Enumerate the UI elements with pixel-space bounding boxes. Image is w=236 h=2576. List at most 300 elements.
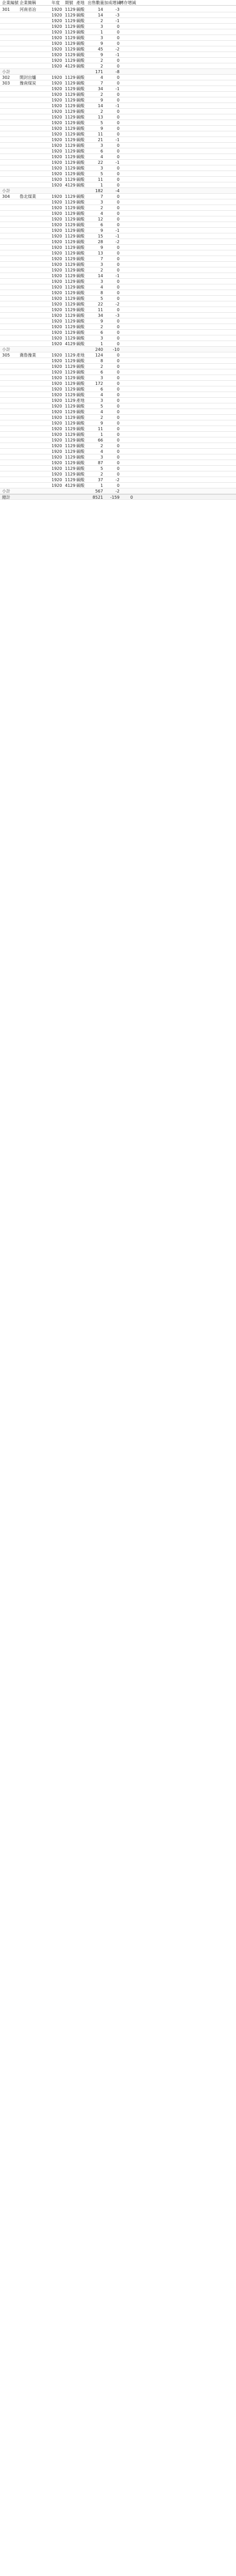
row-var: 0 — [116, 308, 120, 312]
subtotal-row — [0, 347, 236, 352]
row-batch: 1129 — [65, 262, 76, 267]
row-origin: 碳酸 — [76, 393, 85, 397]
row-year: 1920 — [52, 449, 62, 454]
row-batch: 1129 — [65, 296, 76, 301]
row-var: 0 — [116, 449, 120, 454]
table-row — [0, 318, 236, 324]
row-qty: 11 — [97, 427, 103, 431]
row-batch: 1129 — [65, 87, 76, 91]
row-qty: 22 — [97, 302, 103, 307]
row-var: 0 — [116, 393, 120, 397]
row-batch: 1129 — [65, 455, 76, 460]
row-code: 304 — [2, 194, 10, 199]
row-qty: 5 — [100, 172, 103, 176]
row-year: 1920 — [52, 296, 62, 301]
row-batch: 4129 — [65, 64, 76, 69]
row-qty: 4 — [100, 393, 103, 397]
row-batch: 1129 — [65, 234, 76, 239]
table-row — [0, 483, 236, 488]
table-row — [0, 375, 236, 381]
row-year: 1920 — [52, 47, 62, 52]
row-qty: 37 — [97, 478, 103, 482]
row-var: 0 — [116, 194, 120, 199]
table-row — [0, 63, 236, 69]
row-qty: 124 — [95, 353, 103, 358]
row-origin: 碳酸 — [76, 126, 85, 131]
row-year: 1920 — [52, 211, 62, 216]
row-origin: 碳酸 — [76, 109, 85, 114]
table-row — [0, 250, 236, 256]
row-var: 0 — [116, 211, 120, 216]
row-qty: 14 — [97, 104, 103, 108]
row-var: 0 — [116, 285, 120, 290]
row-qty: 6 — [100, 387, 103, 392]
table-row — [0, 415, 236, 420]
row-batch: 1129 — [65, 177, 76, 182]
row-year: 1920 — [52, 313, 62, 318]
table-row — [0, 358, 236, 364]
row-origin: 碳酸 — [76, 92, 85, 97]
row-origin: 碳酸 — [76, 285, 85, 290]
row-var: -2 — [115, 47, 120, 52]
subtotal-qty: 240 — [95, 347, 103, 352]
row-name: 河南省冶 — [20, 7, 36, 12]
row-batch: 1129 — [65, 257, 76, 261]
row-origin: 碳酸 — [76, 274, 85, 278]
table-row — [0, 307, 236, 313]
row-batch: 1129 — [65, 268, 76, 273]
subtotal-var: -4 — [115, 189, 120, 193]
row-var: 0 — [116, 75, 120, 80]
subtotal-row — [0, 488, 236, 494]
row-batch: 4129 — [65, 483, 76, 488]
row-var: -1 — [115, 19, 120, 23]
table-row — [0, 216, 236, 222]
row-origin: 碳酸 — [76, 257, 85, 261]
row-origin: 碳酸 — [76, 415, 85, 420]
row-batch: 1129 — [65, 370, 76, 375]
table-row — [0, 386, 236, 392]
table-row — [0, 126, 236, 131]
row-year: 1920 — [52, 387, 62, 392]
row-qty: 3 — [100, 200, 103, 205]
row-year: 1920 — [52, 143, 62, 148]
row-origin: 碳酸 — [76, 296, 85, 301]
header-code: 企業編號 — [2, 1, 19, 5]
table-row — [0, 443, 236, 449]
row-qty: 1 — [100, 342, 103, 346]
row-origin: 碳酸 — [76, 302, 85, 307]
row-batch: 1129 — [65, 359, 76, 363]
row-year: 1920 — [52, 126, 62, 131]
row-origin: 碳酸 — [76, 223, 85, 227]
table-row — [0, 137, 236, 143]
row-year: 1920 — [52, 64, 62, 69]
row-year: 1920 — [52, 98, 62, 103]
table-row — [0, 233, 236, 239]
table-row — [0, 29, 236, 35]
table-row — [0, 182, 236, 188]
row-batch: 1129 — [65, 109, 76, 114]
row-qty: 5 — [100, 296, 103, 301]
row-year: 1920 — [52, 325, 62, 329]
row-qty: 87 — [97, 461, 103, 465]
row-origin: 碳酸 — [76, 149, 85, 154]
total-label: 總計 — [2, 495, 10, 500]
row-var: 0 — [116, 217, 120, 222]
row-batch: 1129 — [65, 319, 76, 324]
table-row — [0, 426, 236, 432]
row-qty: 4 — [100, 410, 103, 414]
row-year: 1920 — [52, 302, 62, 307]
table-row — [0, 284, 236, 290]
row-qty: 9 — [100, 421, 103, 426]
row-qty: 11 — [97, 177, 103, 182]
row-year: 1920 — [52, 291, 62, 295]
row-batch: 1129 — [65, 223, 76, 227]
table-row — [0, 262, 236, 267]
row-year: 1920 — [52, 58, 62, 63]
table-row — [0, 41, 236, 46]
row-year: 1920 — [52, 381, 62, 386]
row-year: 1920 — [52, 138, 62, 142]
row-qty: 6 — [100, 149, 103, 154]
row-year: 1920 — [52, 398, 62, 403]
row-year: 1920 — [52, 279, 62, 284]
row-origin: 碳酸 — [76, 217, 85, 222]
row-origin: 碳酸 — [76, 291, 85, 295]
table-row — [0, 18, 236, 24]
subtotal-qty: 171 — [95, 70, 103, 74]
row-qty: 5 — [100, 121, 103, 125]
row-year: 1920 — [52, 121, 62, 125]
row-year: 1920 — [52, 257, 62, 261]
table-row — [0, 228, 236, 233]
header-year: 年度 — [52, 1, 60, 5]
row-qty: 3 — [100, 455, 103, 460]
row-var: 0 — [116, 319, 120, 324]
table-row — [0, 324, 236, 330]
row-qty: 3 — [100, 166, 103, 171]
row-origin: 碳酸 — [76, 438, 85, 443]
row-batch: 1129 — [65, 30, 76, 35]
row-var: 0 — [116, 359, 120, 363]
row-batch: 1129 — [65, 41, 76, 46]
table-row — [0, 165, 236, 171]
row-origin: 碳酸 — [76, 194, 85, 199]
row-origin: 碳酸 — [76, 444, 85, 448]
row-batch: 1129 — [65, 240, 76, 244]
row-year: 1920 — [52, 24, 62, 29]
row-batch: 1129 — [65, 206, 76, 210]
row-year: 1920 — [52, 319, 62, 324]
row-batch: 1129 — [65, 313, 76, 318]
row-var: 0 — [116, 432, 120, 437]
row-year: 1920 — [52, 262, 62, 267]
table-row — [0, 109, 236, 114]
table-row — [0, 205, 236, 211]
row-year: 1920 — [52, 285, 62, 290]
subtotal-row — [0, 188, 236, 194]
row-var: 0 — [116, 376, 120, 380]
table-row — [0, 177, 236, 182]
row-origin: 碳酸 — [76, 104, 85, 108]
subtotal-qty: 182 — [95, 189, 103, 193]
subtotal-label: 小計 — [2, 70, 10, 74]
row-batch: 1129 — [65, 47, 76, 52]
row-var: 0 — [116, 483, 120, 488]
subtotal-var: -8 — [115, 70, 120, 74]
row-qty: 9 — [100, 126, 103, 131]
row-batch: 1129 — [65, 376, 76, 380]
row-var: 0 — [116, 421, 120, 426]
table-row — [0, 211, 236, 216]
row-year: 1920 — [52, 234, 62, 239]
header-adj: 轉存增減 — [120, 1, 136, 5]
row-var: 0 — [116, 336, 120, 341]
table-row — [0, 12, 236, 18]
row-origin: 碳酸 — [76, 30, 85, 35]
row-year: 1920 — [52, 245, 62, 250]
row-qty: 172 — [95, 381, 103, 386]
row-var: 0 — [116, 143, 120, 148]
row-origin: 碳酸 — [76, 87, 85, 91]
row-year: 1920 — [52, 115, 62, 120]
row-batch: 1129 — [65, 274, 76, 278]
table-row — [0, 154, 236, 160]
row-origin: 產地 — [76, 353, 85, 358]
row-origin: 碳酸 — [76, 279, 85, 284]
table-row — [0, 477, 236, 483]
row-qty: 66 — [97, 438, 103, 443]
row-origin: 碳酸 — [76, 455, 85, 460]
table-row — [0, 143, 236, 148]
row-year: 1920 — [52, 353, 62, 358]
row-origin: 碳酸 — [76, 449, 85, 454]
row-batch: 1129 — [65, 92, 76, 97]
row-year: 1920 — [52, 36, 62, 40]
row-year: 1920 — [52, 228, 62, 233]
row-batch: 1129 — [65, 172, 76, 176]
row-var: 0 — [116, 353, 120, 358]
row-code: 302 — [2, 75, 10, 80]
row-qty: 2 — [100, 472, 103, 477]
row-batch: 1129 — [65, 211, 76, 216]
table-row — [0, 437, 236, 443]
row-batch: 1129 — [65, 160, 76, 165]
table-row — [0, 120, 236, 126]
row-origin: 碳酸 — [76, 376, 85, 380]
total-adj: 0 — [130, 495, 133, 500]
total-row — [0, 494, 236, 500]
table-row — [0, 7, 236, 12]
table-row — [0, 75, 236, 80]
row-var: 0 — [116, 268, 120, 273]
row-year: 1920 — [52, 359, 62, 363]
row-batch: 1129 — [65, 387, 76, 392]
row-batch: 1129 — [65, 7, 76, 12]
table-row — [0, 403, 236, 409]
row-qty: 2 — [100, 58, 103, 63]
row-qty: 5 — [100, 466, 103, 471]
row-batch: 1129 — [65, 149, 76, 154]
header-var: 加成增減 — [104, 1, 121, 5]
table-row — [0, 24, 236, 29]
row-year: 1920 — [52, 432, 62, 437]
header-origin: 產地 — [76, 1, 85, 5]
table-row — [0, 381, 236, 386]
row-qty: 1 — [100, 30, 103, 35]
row-batch: 1129 — [65, 325, 76, 329]
row-batch: 1129 — [65, 166, 76, 171]
row-qty: 6 — [100, 223, 103, 227]
row-qty: 2 — [100, 364, 103, 369]
table-row — [0, 296, 236, 301]
row-batch: 1129 — [65, 444, 76, 448]
row-var: 0 — [116, 24, 120, 29]
row-batch: 4129 — [65, 342, 76, 346]
row-qty: 7 — [100, 194, 103, 199]
table-header — [0, 0, 236, 6]
row-year: 1920 — [52, 87, 62, 91]
row-batch: 1129 — [65, 53, 76, 57]
row-year: 1920 — [52, 410, 62, 414]
row-year: 1920 — [52, 19, 62, 23]
row-batch: 1129 — [65, 245, 76, 250]
row-year: 1920 — [52, 421, 62, 426]
row-qty: 8 — [100, 359, 103, 363]
row-year: 1920 — [52, 81, 62, 86]
row-origin: 碳酸 — [76, 262, 85, 267]
row-var: 0 — [116, 444, 120, 448]
row-qty: 3 — [100, 279, 103, 284]
row-batch: 1129 — [65, 58, 76, 63]
row-var: 0 — [116, 183, 120, 188]
row-var: 0 — [116, 166, 120, 171]
row-var: -3 — [115, 13, 120, 18]
row-batch: 1129 — [65, 126, 76, 131]
row-origin: 碳酸 — [76, 53, 85, 57]
row-var: 0 — [116, 325, 120, 329]
row-qty: 1 — [100, 483, 103, 488]
row-origin: 碳酸 — [76, 143, 85, 148]
row-year: 1920 — [52, 13, 62, 18]
row-year: 1920 — [52, 483, 62, 488]
row-var: 0 — [116, 410, 120, 414]
table-row — [0, 341, 236, 347]
row-var: 0 — [116, 172, 120, 176]
row-origin: 碳酸 — [76, 330, 85, 335]
row-var: 0 — [116, 98, 120, 103]
table-row — [0, 58, 236, 63]
row-batch: 1129 — [65, 398, 76, 403]
row-batch: 1129 — [65, 291, 76, 295]
row-var: 0 — [116, 92, 120, 97]
row-batch: 1129 — [65, 75, 76, 80]
row-qty: 14 — [97, 13, 103, 18]
row-qty: 14 — [97, 7, 103, 12]
table-row — [0, 273, 236, 279]
row-qty: 15 — [97, 234, 103, 239]
row-batch: 1129 — [65, 302, 76, 307]
subtotal-row — [0, 69, 236, 75]
row-batch: 1129 — [65, 104, 76, 108]
row-var: 0 — [116, 381, 120, 386]
row-origin: 碳酸 — [76, 478, 85, 482]
row-origin: 碳酸 — [76, 7, 85, 12]
row-qty: 2 — [100, 415, 103, 420]
table-row — [0, 86, 236, 92]
row-code: 303 — [2, 81, 10, 86]
row-qty: 28 — [97, 240, 103, 244]
row-qty: 8 — [100, 291, 103, 295]
row-name: 冀魯豫業 — [20, 353, 36, 358]
row-var: 0 — [116, 404, 120, 409]
row-qty: 4 — [100, 155, 103, 159]
row-qty: 2 — [100, 19, 103, 23]
row-year: 1920 — [52, 342, 62, 346]
row-batch: 1129 — [65, 143, 76, 148]
row-var: 0 — [116, 472, 120, 477]
row-var: -3 — [115, 7, 120, 12]
row-name: 開封出爐 — [20, 75, 36, 80]
row-origin: 碳酸 — [76, 132, 85, 137]
row-batch: 4129 — [65, 183, 76, 188]
row-batch: 1129 — [65, 336, 76, 341]
row-var: -1 — [115, 138, 120, 142]
row-var: 0 — [116, 257, 120, 261]
row-year: 1920 — [52, 240, 62, 244]
row-batch: 1129 — [65, 466, 76, 471]
row-qty: 9 — [100, 53, 103, 57]
row-year: 1920 — [52, 200, 62, 205]
row-qty: 3 — [100, 336, 103, 341]
row-origin: 碳酸 — [76, 47, 85, 52]
row-qty: 3 — [100, 36, 103, 40]
row-year: 1920 — [52, 53, 62, 57]
total-qty: 8521 — [92, 495, 103, 500]
row-batch: 1129 — [65, 461, 76, 465]
row-year: 1920 — [52, 155, 62, 159]
row-year: 1920 — [52, 274, 62, 278]
row-origin: 碳酸 — [76, 251, 85, 256]
table-row — [0, 409, 236, 415]
row-qty: 2 — [100, 64, 103, 69]
row-batch: 1129 — [65, 438, 76, 443]
row-batch: 1129 — [65, 279, 76, 284]
row-year: 1920 — [52, 268, 62, 273]
total-var: -159 — [110, 495, 120, 500]
row-batch: 1129 — [65, 449, 76, 454]
row-origin: 碳酸 — [76, 81, 85, 86]
row-qty: 11 — [97, 132, 103, 137]
row-qty: 14 — [97, 274, 103, 278]
table-row — [0, 103, 236, 109]
row-origin: 碳酸 — [76, 211, 85, 216]
row-batch: 1129 — [65, 115, 76, 120]
table-row — [0, 449, 236, 454]
row-origin: 碳酸 — [76, 228, 85, 233]
table-row — [0, 80, 236, 86]
row-name: 豫南煤炭 — [20, 81, 36, 86]
row-origin: 碳酸 — [76, 245, 85, 250]
row-year: 1920 — [52, 466, 62, 471]
row-batch: 1129 — [65, 393, 76, 397]
row-origin: 碳酸 — [76, 342, 85, 346]
row-year: 1920 — [52, 438, 62, 443]
row-origin: 碳酸 — [76, 381, 85, 386]
row-var: 0 — [116, 438, 120, 443]
